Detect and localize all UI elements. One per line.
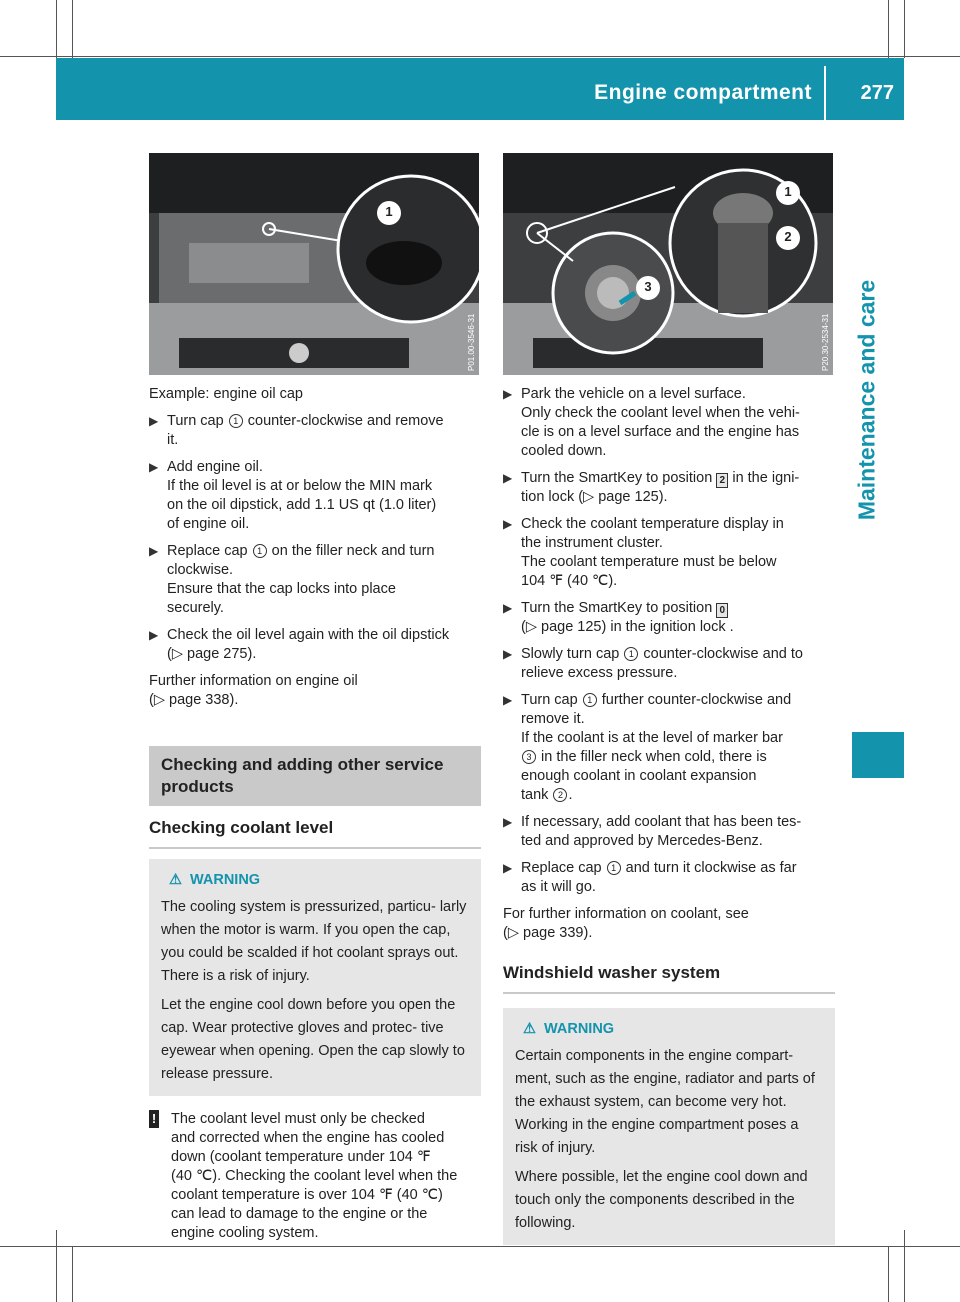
arrow-icon: ▶ xyxy=(149,414,159,428)
arrow-icon: ▶ xyxy=(503,647,513,661)
page-link[interactable]: (▷ page 339). xyxy=(503,925,593,941)
crop-mark xyxy=(904,1230,905,1302)
side-tab-label: Maintenance and care xyxy=(853,279,880,521)
arrow-icon: ▶ xyxy=(149,544,159,558)
page-header xyxy=(56,58,904,120)
crop-mark xyxy=(888,1246,889,1302)
instruction-step: ▶ Turn cap 1 further counter-clockwise and remove it. If the coolant is at the level of marker bar 3 in the filler neck when cold, there is enough coolant in coolant expansion tank 2 . xyxy=(503,692,792,803)
crop-mark xyxy=(56,0,57,58)
instruction-step: ▶ Replace cap 1 on the filler neck and turn clockwise. Ensure that the cap locks into place securely. xyxy=(149,543,435,616)
marker-1: 1 xyxy=(229,414,243,428)
marker-1: 1 xyxy=(385,204,393,219)
crop-mark xyxy=(888,0,889,58)
crop-mark xyxy=(0,56,960,57)
warning-icon: ⚠ xyxy=(169,872,182,888)
left-column xyxy=(149,385,481,1243)
image-reference: P01.00-3546-31 xyxy=(467,313,476,371)
arrow-icon: ▶ xyxy=(503,517,513,531)
subsection-heading: Windshield washer system xyxy=(503,963,835,994)
instruction-step: ▶ Check the oil level again with the oil dipstick (▷ page 275). xyxy=(149,626,481,664)
instruction-step: ▶ Slowly turn cap 1 counter-clockwise and to relieve excess pressure. xyxy=(503,646,803,681)
page-link[interactable]: (▷ page 125) in the ignition lock . xyxy=(521,619,734,635)
further-info: Further information on engine oil (▷ page 338). xyxy=(149,672,481,710)
arrow-icon: ▶ xyxy=(503,601,513,615)
caution-note: ! The coolant level must only be checked and corrected when the engine has cooled down (coolant temperature under 104 ℉ (40 ℃). Checking the coolant level when the coolant temperature is over 104 ℉ (40 ℃) can lead to damage to the engine or the engine cooling system. xyxy=(149,1110,481,1243)
marker-1: 1 xyxy=(607,861,621,875)
instruction-step: ▶ Turn cap 1 counter-clockwise and remove it. xyxy=(149,413,444,448)
arrow-icon: ▶ xyxy=(503,387,513,401)
instruction-step: ▶ Check the coolant temperature display in the instrument cluster. The coolant temperature must be below 104 ℉ (40 ℃). xyxy=(503,516,784,589)
key-position-2: 2 xyxy=(716,473,728,488)
marker-2: 2 xyxy=(784,229,792,244)
photo-caption: Example: engine oil cap xyxy=(149,386,303,402)
key-position-0: 0 xyxy=(716,603,728,618)
image-reference: P20.30-2534-31 xyxy=(821,313,830,371)
arrow-icon: ▶ xyxy=(149,460,159,474)
coolant-tank-photo xyxy=(503,153,833,375)
instruction-step: ▶ Replace cap 1 and turn it clockwise as far as it will go. xyxy=(503,860,797,895)
section-title: Engine compartment xyxy=(594,81,812,104)
marker-1: 1 xyxy=(624,647,638,661)
side-tab-marker xyxy=(852,732,904,778)
warning-icon: ⚠ xyxy=(523,1021,536,1037)
page-link[interactable]: (▷ page 338). xyxy=(149,692,239,708)
crop-mark xyxy=(72,1246,73,1302)
instruction-step: ▶ Park the vehicle on a level surface. Only check the coolant level when the vehi- cle is on a level surface and the engine has cooled down. xyxy=(503,386,800,459)
instruction-step: ▶ Turn the SmartKey to position 2 in the igni- tion lock (▷ page 125). xyxy=(503,469,835,507)
side-tab xyxy=(830,120,904,680)
arrow-icon: ▶ xyxy=(149,628,159,642)
crop-mark xyxy=(56,1230,57,1302)
header-divider xyxy=(824,66,826,120)
section-heading: Checking and adding other service products xyxy=(149,746,481,806)
instruction-step: ▶ Add engine oil. If the oil level is at or below the MIN mark on the oil dipstick, add 1.1 US qt (1.0 liter) of engine oil. xyxy=(149,459,437,532)
marker-3: 3 xyxy=(644,279,652,294)
arrow-icon: ▶ xyxy=(503,693,513,707)
exclamation-icon: ! xyxy=(149,1110,159,1128)
arrow-icon: ▶ xyxy=(503,471,513,485)
marker-1: 1 xyxy=(253,544,267,558)
right-column xyxy=(503,385,835,1259)
further-info: For further information on coolant, see (▷ page 339). xyxy=(503,905,835,943)
warning-box: ⚠ WARNING Certain components in the engine compart- ment, such as the engine, radiator and parts of the exhaust system, can become very hot. Working in the engine compartment poses a risk of injury. Where possible, let the engine cool down and touch only the components described in the following. xyxy=(503,1008,835,1245)
marker-3: 3 xyxy=(522,750,536,764)
marker-1: 1 xyxy=(784,184,792,199)
subsection-heading: Checking coolant level xyxy=(149,818,481,849)
crop-mark xyxy=(904,0,905,58)
page-link[interactable]: tion lock (▷ page 125). xyxy=(521,489,668,505)
arrow-icon: ▶ xyxy=(503,815,513,829)
marker-2: 2 xyxy=(553,788,567,802)
engine-oil-cap-photo xyxy=(149,153,479,375)
crop-mark xyxy=(72,0,73,58)
instruction-step: ▶ If necessary, add coolant that has been tes- ted and approved by Mercedes-Benz. xyxy=(503,814,802,849)
arrow-icon: ▶ xyxy=(503,861,513,875)
page-number: 277 xyxy=(860,82,894,104)
page-link[interactable]: (▷ page 275). xyxy=(167,646,257,662)
warning-box: ⚠ WARNING The cooling system is pressurized, particu- larly when the motor is warm. If you open the cap, you could be scalded if hot coolant sprays out. There is a risk of injury. Let the engine cool down before you open the cap. Wear protective gloves and protec- tive eyewear when opening. Open the cap slowly to release pressure. xyxy=(149,859,481,1096)
instruction-step: ▶ Turn the SmartKey to position 0 (▷ page 125) in the ignition lock . xyxy=(503,599,835,637)
marker-1: 1 xyxy=(583,693,597,707)
